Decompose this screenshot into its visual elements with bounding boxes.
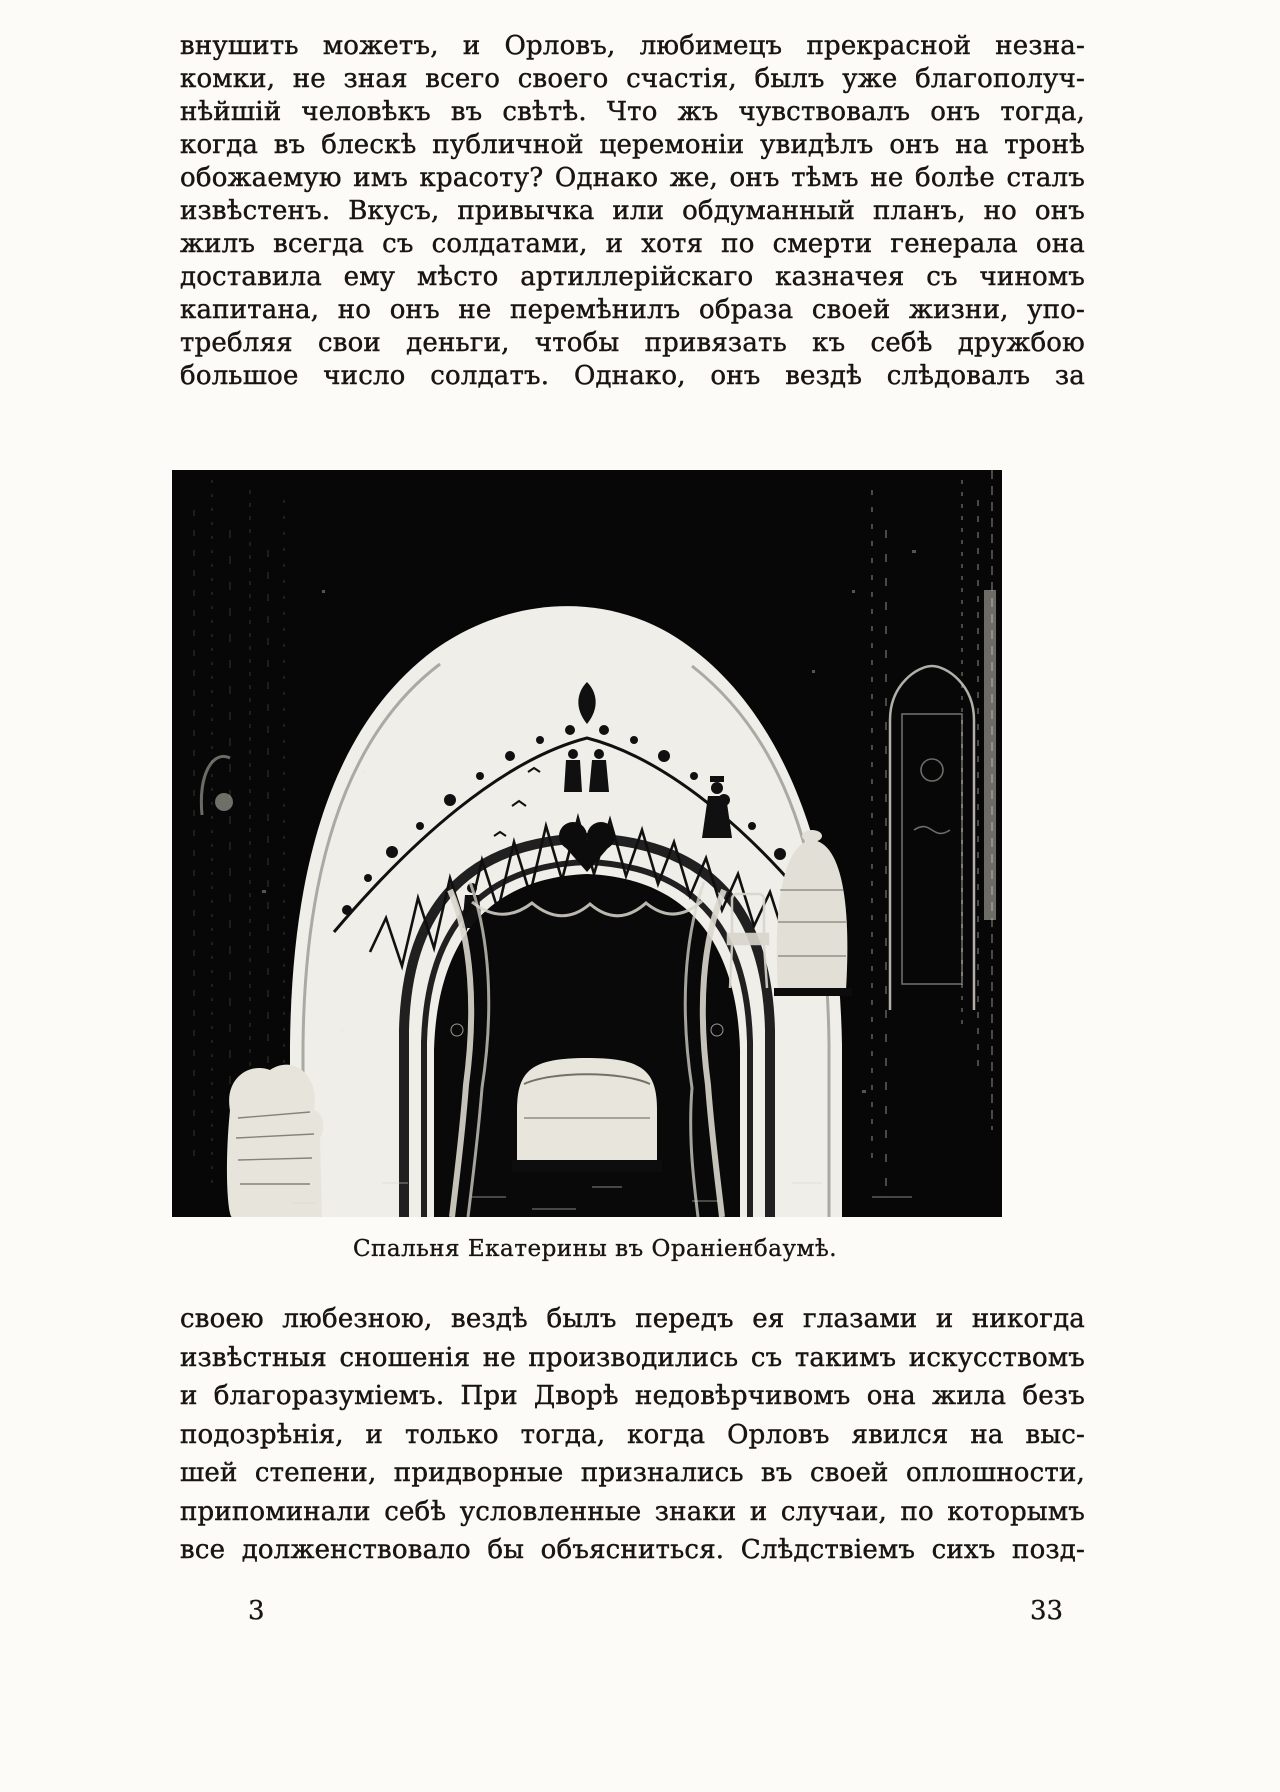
text-line: припоминали себѣ условленные знаки и случаи, по которымъ: [180, 1496, 1085, 1527]
text-line: обожаемую имъ красоту? Однако же, онъ тѣмъ не болѣе сталъ: [180, 163, 1085, 193]
text-line: жилъ всегда съ солдатами, и хотя по смерти генерала она: [180, 229, 1085, 259]
engraving-canvas: [172, 470, 1002, 1217]
text-line: своею любезною, вездѣ былъ передъ ея глазами и никогда: [180, 1304, 1085, 1334]
illustration-caption: Спальня Екатерины въ Ораніенбаумѣ.: [352, 1236, 838, 1262]
canopy-bed: [512, 1058, 662, 1172]
text-line: нѣйшій человѣкъ въ свѣтѣ. Что жъ чувствовалъ онъ тогда,: [180, 97, 1085, 127]
text-line: извѣстныя сношенія не производились съ такимъ искусствомъ: [180, 1342, 1085, 1373]
text-line: капитана, но онъ не перемѣнилъ образа своей жизни, упо-: [180, 295, 1085, 325]
text-line: шей степени, придворные признались въ своей оплошности,: [180, 1458, 1085, 1488]
text-line: когда въ блескѣ публичной церемоніи увидѣлъ онъ на тронѣ: [180, 130, 1085, 160]
bedroom-engraving: [172, 470, 1002, 1217]
paragraph-top: [180, 30, 1085, 393]
text-line: доставила ему мѣсто артиллерійскаго казначея съ чиномъ: [180, 262, 1085, 292]
paragraph-bottom: [180, 1300, 1085, 1570]
text-line: подозрѣнія, и только тогда, когда Орловъ явился на выс-: [180, 1419, 1085, 1450]
page-number: 33: [1030, 1596, 1064, 1626]
text-line: комки, не зная всего своего счастія, былъ уже благополуч-: [180, 64, 1085, 94]
signature-number: 3: [248, 1596, 265, 1626]
text-line: и благоразуміемъ. При Дворѣ недовѣрчивомъ она жила безъ: [180, 1381, 1085, 1411]
text-line: внушить можетъ, и Орловъ, любимецъ прекрасной незна-: [180, 31, 1085, 61]
text-line: все долженствовало бы объясниться. Слѣдствіемъ сихъ позд-: [180, 1535, 1085, 1565]
text-line: извѣстенъ. Вкусъ, привычка или обдуманный планъ, но онъ: [180, 196, 1085, 226]
text-line: требляя свои деньги, чтобы привязать къ себѣ дружбою: [180, 328, 1085, 358]
armchair: [227, 1065, 323, 1217]
left-wall-knob: [215, 793, 233, 811]
text-line: большое число солдатъ. Однако, онъ вездѣ слѣдовалъ за: [180, 361, 1085, 391]
